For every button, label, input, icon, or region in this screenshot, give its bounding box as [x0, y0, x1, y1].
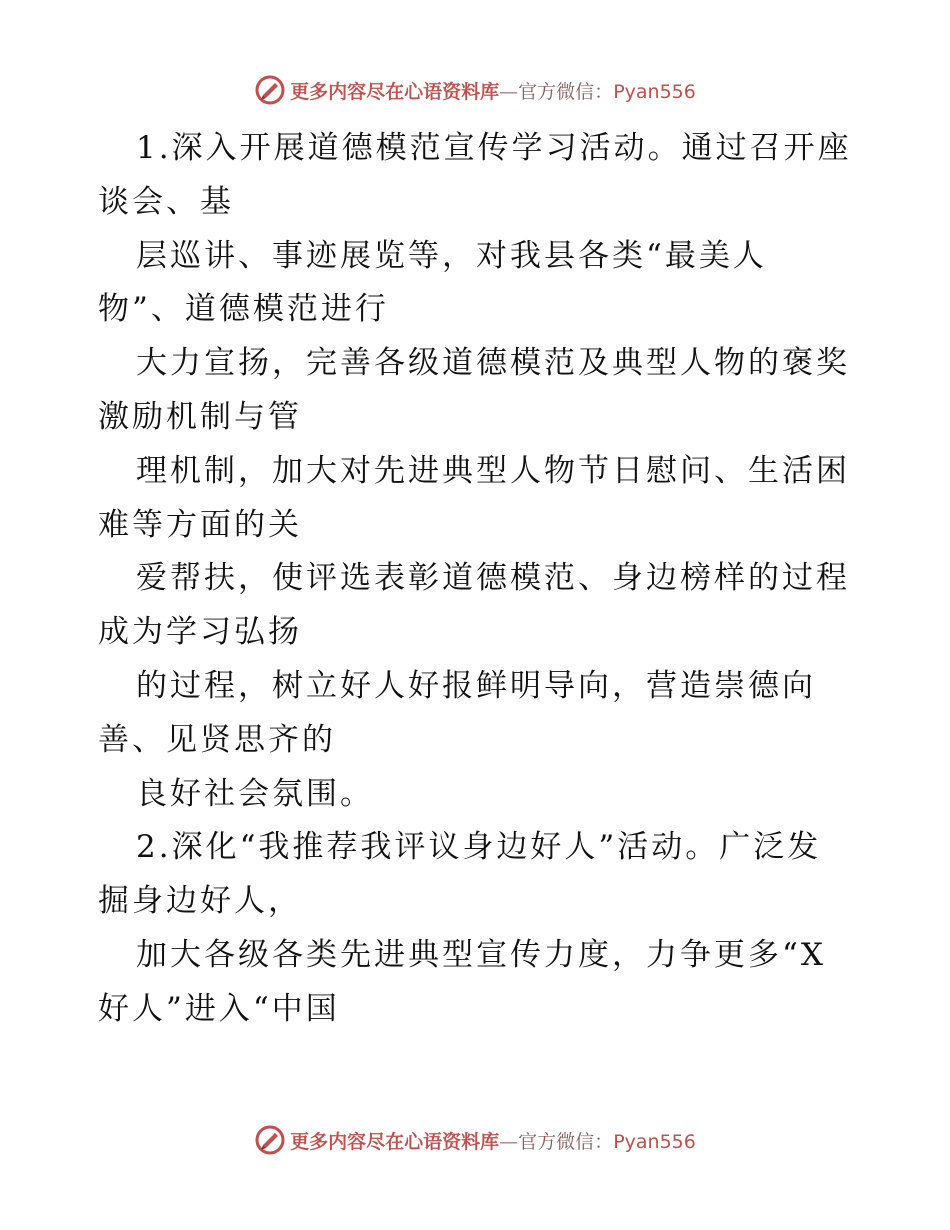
brand-logo-icon — [254, 1124, 286, 1156]
header-banner — [0, 70, 950, 110]
text-line: 成为学习弘扬 — [98, 614, 302, 651]
text-line: 1.深入开展道德模范宣传学习活动。通过召开座 — [136, 130, 852, 166]
text-line: 的过程，树立好人好报鲜明导向，营造崇德向 — [136, 667, 816, 704]
banner-separator: — — [499, 1130, 519, 1153]
banner-wechat-id: Pyan556 — [613, 80, 696, 103]
text-line: 2.深化“我推荐我评议身边好人”活动。广泛发 — [136, 829, 822, 866]
footer-banner — [0, 1120, 950, 1160]
banner-main-text: 更多内容尽在心语资料库 — [290, 1130, 500, 1153]
text-line: 好人”进入“中国 — [98, 990, 340, 1027]
document-body — [98, 122, 888, 1037]
banner-official-label: 官方微信： — [518, 80, 614, 103]
text-line: 良好社会氛围。 — [136, 775, 374, 812]
text-line: 爱帮扶，使评选表彰道德模范、身边榜样的过程 — [136, 560, 850, 597]
text-line: 激励机制与管 — [98, 398, 302, 435]
banner-text — [290, 1127, 696, 1154]
text-line: 理机制，加大对先进典型人物节日慰问、生活困 — [136, 452, 850, 489]
banner-text — [290, 77, 696, 104]
banner-official-label: 官方微信： — [518, 1130, 614, 1153]
text-line: 掘身边好人， — [98, 883, 302, 920]
banner-wechat-id: Pyan556 — [613, 1130, 696, 1153]
brand-logo-icon — [254, 74, 286, 106]
banner-main-text: 更多内容尽在心语资料库 — [290, 80, 500, 103]
text-line: 层巡讲、事迹展览等，对我县各类“最美人 — [136, 237, 767, 274]
text-line: 大力宣扬，完善各级道德模范及典型人物的褒奖 — [136, 345, 850, 382]
text-line: 善、见贤思齐的 — [98, 721, 336, 758]
text-line: 难等方面的关 — [98, 506, 302, 543]
text-line: 谈会、基 — [98, 183, 234, 220]
text-line: 物”、道德模范进行 — [98, 291, 389, 328]
banner-separator: — — [499, 80, 519, 103]
text-line: 加大各级各类先进典型宣传力度，力争更多“X — [136, 936, 826, 973]
